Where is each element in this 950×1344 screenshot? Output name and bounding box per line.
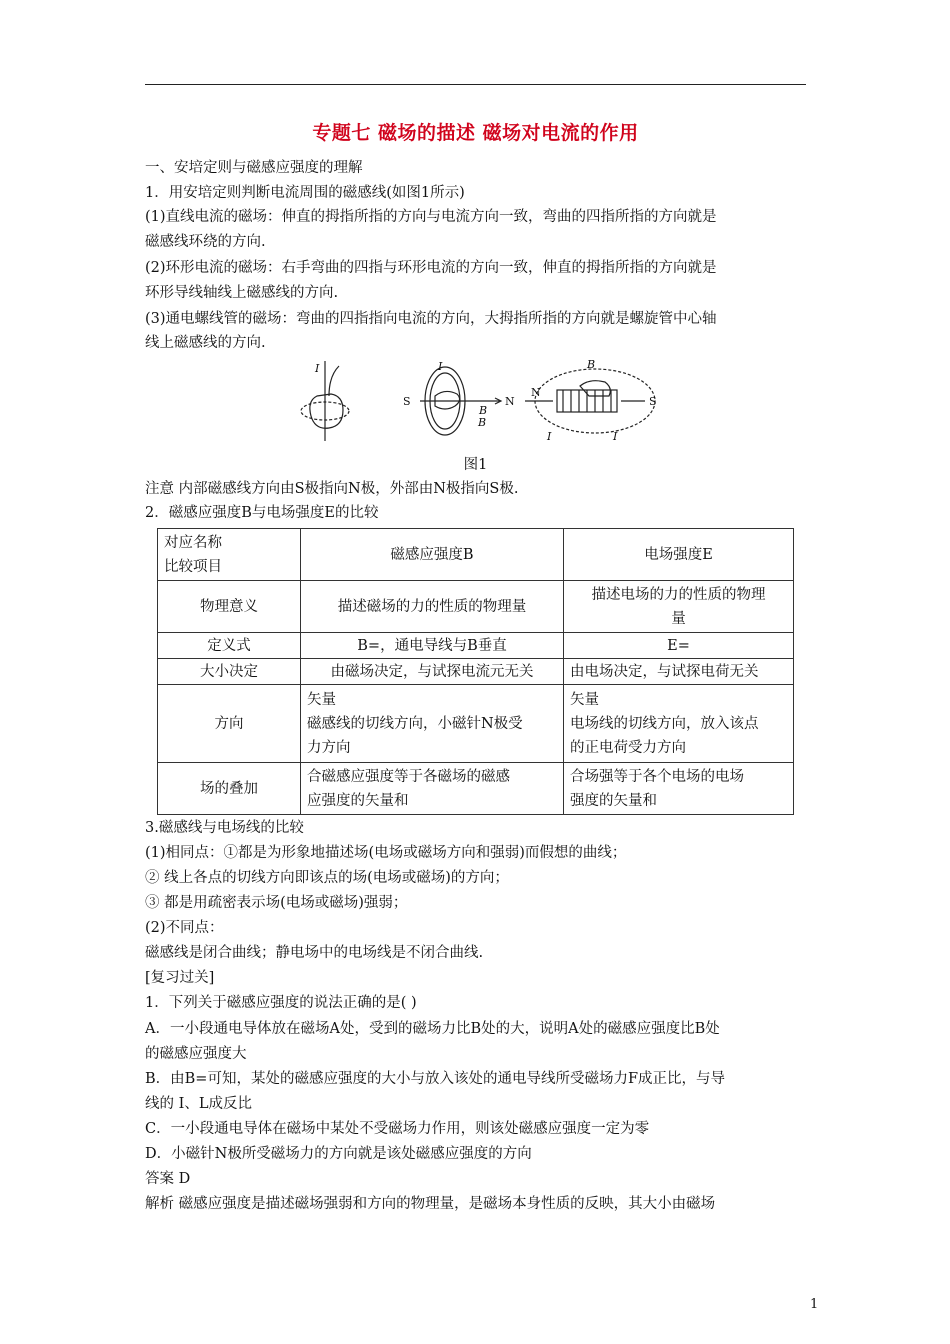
row-label-cell: 大小决定 [158,659,301,685]
text-line: 磁感线环绕的方向. [145,234,266,250]
text-line: (2)不同点： [145,920,224,936]
section-heading-3: 3.磁感线与电场线的比较 [145,820,304,836]
option-d: D．小磁针N极所受磁场力的方向就是该处磁感应强度的方向 [145,1146,532,1162]
note-text: 注意 内部磁感线方向由S极指向N极，外部由N极指向S极. [145,481,519,497]
figure-label: B [587,358,596,371]
b-cell: 合磁感应强度等于各磁场的磁感 应强度的矢量和 [301,763,564,815]
e-cell: 由电场决定，与试探电荷无关 [564,659,794,685]
option-c: C．一小段通电导体在磁场中某处不受磁场力作用，则该处磁感应强度一定为零 [145,1121,650,1137]
b-cell: 矢量 磁感线的切线方向，小磁针N极受 力方向 [301,685,564,763]
figure-label: S [649,395,657,408]
header-b-cell: 磁感应强度B [301,529,564,581]
figure-label: N [531,386,541,399]
table-row [158,685,794,763]
figure-label: I [438,360,443,373]
text-line: (1)相同点：①都是为形象地描述场(电场或磁场方向和强弱)而假想的曲线； [145,845,627,861]
figure-label: I [315,362,320,375]
figure-label: B [479,404,488,417]
figure-label: S [403,395,411,408]
review-heading: [复习过关] [145,970,215,986]
text-line: ② 线上各点的切线方向即该点的场(电场或磁场)的方向； [145,870,509,886]
header-e-cell: 电场强度E [564,529,794,581]
row-label-cell: 方向 [158,685,301,763]
explanation: 解析 磁感应强度是描述磁场强弱和方向的物理量，是磁场本身性质的反映，其大小由磁场 [145,1196,716,1212]
ampere-rule-figure [295,356,665,446]
figure-caption: 图1 [463,457,488,473]
option-b: B．由B=可知，某处的磁感应强度的大小与放入该处的通电导线所受磁场力F成正比，与导 [145,1071,726,1087]
e-cell: 描述电场的力的性质的物理 量 [564,581,794,633]
text-line: (3)通电螺线管的磁场：弯曲的四指指向电流的方向，大拇指所指的方向就是螺旋管中心轴 [145,311,717,327]
row-label-cell: 定义式 [158,633,301,659]
figure-label: I [547,430,552,443]
page-title: 专题七 磁场的描述 磁场对电流的作用 [312,122,639,144]
e-cell: 矢量 电场线的切线方向，放入该点 的正电荷受力方向 [564,685,794,763]
b-cell: B=，通电导线与B垂直 [301,633,564,659]
table-row [158,633,794,659]
row-label-cell: 场的叠加 [158,763,301,815]
e-cell: 合场强等于各个电场的电场 强度的矢量和 [564,763,794,815]
option-a: A．一小段通电导体放在磁场A处，受到的磁场力比B处的大，说明A处的磁感应强度比B处 [145,1021,720,1037]
text-line: (1)直线电流的磁场：伸直的拇指所指的方向与电流方向一致，弯曲的四指所指的方向就是 [145,209,717,225]
option-b-cont: 线的 I、L成反比 [145,1096,252,1112]
b-cell: 描述磁场的力的性质的物理量 [301,581,564,633]
table-header-row [158,529,794,581]
figure-label: B [478,416,487,429]
text-line: 1．用安培定则判断电流周围的磁感线(如图1所示) [145,185,465,201]
text-line: 环形导线轴线上磁感线的方向. [145,285,339,301]
text-line: 磁感线是闭合曲线；静电场中的电场线是不闭合曲线. [145,945,484,961]
text-line: ③ 都是用疏密表示场(电场或磁场)强弱； [145,895,408,911]
table-row [158,581,794,633]
figure-label: I [613,430,618,443]
header-corner-cell: 对应名称 比较项目 [158,529,301,581]
page-number: 1 [810,1297,819,1312]
b-cell: 由磁场决定，与试探电流元无关 [301,659,564,685]
text-line: 2．磁感应强度B与电场强度E的比较 [145,505,379,521]
top-rule [145,84,806,85]
comparison-table [157,528,794,815]
text-line: 线上磁感线的方向. [145,335,266,351]
row-label-cell: 物理意义 [158,581,301,633]
e-cell: E= [564,633,794,659]
table-row [158,763,794,815]
text-line: (2)环形电流的磁场：右手弯曲的四指与环形电流的方向一致，伸直的拇指所指的方向就是 [145,260,717,276]
table-row [158,659,794,685]
option-a-cont: 的磁感应强度大 [145,1046,247,1062]
figure-label: N [505,395,515,408]
question-stem: 1．下列关于磁感应强度的说法正确的是( ) [145,995,417,1011]
answer: 答案 D [145,1171,191,1187]
section-heading-1: 一、安培定则与磁感应强度的理解 [145,160,363,176]
